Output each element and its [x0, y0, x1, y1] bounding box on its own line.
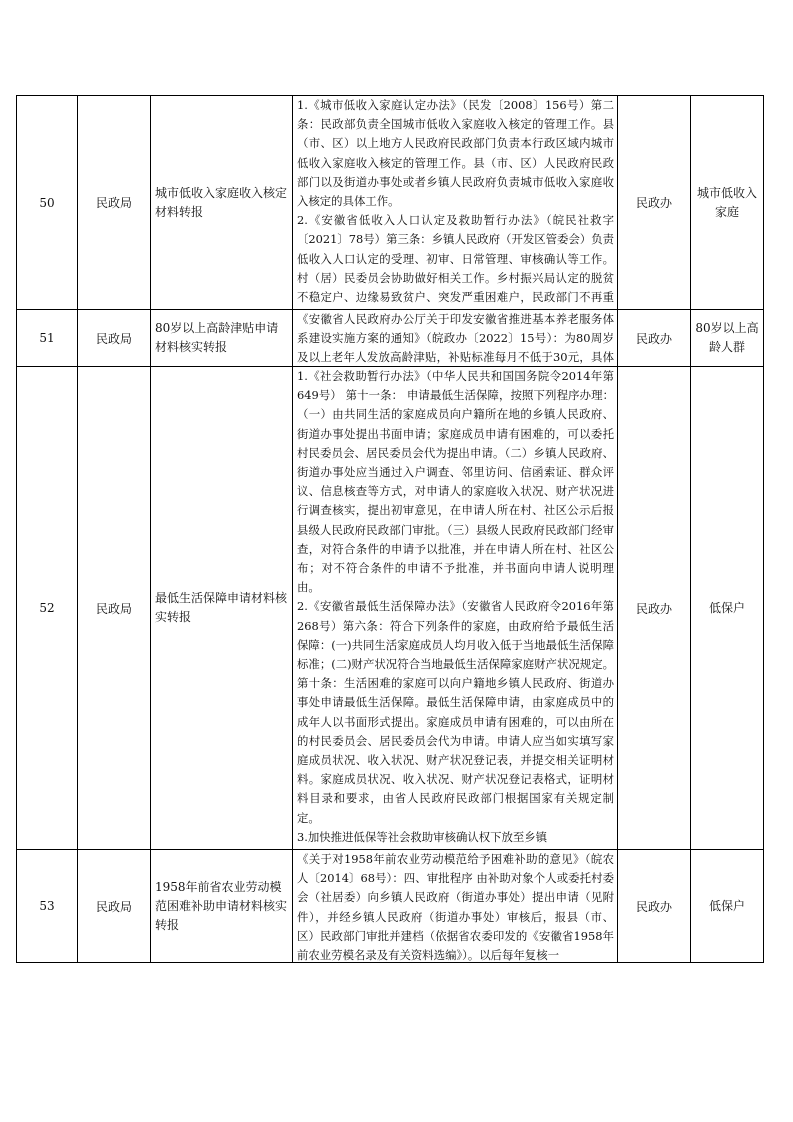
- row-number: 53: [17, 850, 78, 963]
- target-group: 城市低收入家庭: [691, 96, 764, 310]
- table-row: [17, 96, 764, 310]
- row-number: 50: [17, 96, 78, 310]
- responsible-unit: 民政办: [618, 96, 691, 310]
- responsible-unit: 民政办: [618, 367, 691, 850]
- item-name: 最低生活保障申请材料核实转报: [151, 367, 293, 850]
- target-group: 80岁以上高龄人群: [691, 310, 764, 367]
- service-table: [16, 95, 764, 963]
- department: 民政局: [78, 850, 151, 963]
- row-number: 52: [17, 367, 78, 850]
- basis-paragraph: 《关于对1958年前农业劳动模范给予困难补助的意见》（皖农人〔2014〕68号）：四、审批程序 由补助对象个人或委托村委会（社居委）向乡镇人民政府（街道办事处）提出申请（见附件），并经乡镇人民政府（街道办事处）审核后，报县（市、区）民政部门审批并建档（依据省农委印发的《安徽省1958年前农业劳模名录及有关资料选编》）。以后每年复核一: [297, 852, 614, 962]
- table-row: [17, 367, 764, 850]
- target-group: 低保户: [691, 850, 764, 963]
- table-row: [17, 850, 764, 963]
- basis-paragraph: 2.《安徽省最低生活保障办法》（安徽省人民政府令2016年第268号）第六条：符合下列条件的家庭，由政府给予最低生活保障：(一)共同生活家庭成员人均月收入低于当地最低生活保障标准；(二)财产状况符合当地最低生活保障家庭财产状况规定。第十条：生活困难的家庭可以向户籍地乡镇人民政府、街道办事处申请最低生活保障。最低生活保障申请，由家庭成员中的成年人以书面形式提出。家庭成员申请有困难的，可以由所在的村民委员会、居民委员会代为申请。申请人应当如实填写家庭成员状况、收入状况、财产状况登记表，并提交相关证明材料。家庭成员状况、收入状况、财产状况登记表格式，证明材料目录和要求，由省人民政府民政部门根据国家有关规定制定。: [297, 599, 614, 825]
- legal-basis: [293, 310, 618, 367]
- legal-basis: [293, 367, 618, 850]
- basis-paragraph: 1.《城市低收入家庭认定办法》（民发〔2008〕156号）第二条：民政部负责全国城市低收入家庭收入核定的管理工作。县（市、区）以上地方人民政府民政部门负责本行政区域内城市低收入家庭收入核定的管理工作。县（市、区）人民政府民政部门以及街道办事处或者乡镇人民政府负责城市低收入家庭收入核定的具体工作。: [297, 98, 614, 209]
- basis-paragraph: 《安徽省人民政府办公厅关于印发安徽省推进基本养老服务体系建设实施方案的通知》（皖政办〔2022〕15号）：为80周岁及以上老年人发放高龄津贴，补贴标准每月不低于30元，具体: [297, 312, 614, 365]
- responsible-unit: 民政办: [618, 310, 691, 367]
- row-number: 51: [17, 310, 78, 367]
- department: 民政局: [78, 367, 151, 850]
- item-name: 城市低收入家庭收入核定材料转报: [151, 96, 293, 310]
- basis-paragraph: 1.《社会救助暂行办法》（中华人民共和国国务院令2014年第649号） 第十一条： 申请最低生活保障，按照下列程序办理： （一）由共同生活的家庭成员向户籍所在地的乡镇人民政府、街道办事处提出书面申请；家庭成员申请有困难的，可以委托村民委员会、居民委员会代为提出申请。（二）乡镇人民政府、街道办事处应当通过入户调查、邻里访问、信函索证、群众评议、信息核查等方式，对申请人的家庭收入状况、财产状况进行调查核实，提出初审意见，在申请人所在村、社区公示后报县级人民政府民政部门审批。（三）县级人民政府民政部门经审查，对符合条件的申请予以批准，并在申请人所在村、社区公布；对不符合条件的申请不予批准，并书面向申请人说明理由。: [297, 369, 614, 595]
- legal-basis: [293, 850, 618, 963]
- legal-basis: [293, 96, 618, 310]
- item-name: 1958年前省农业劳动模范困难补助申请材料核实转报: [151, 850, 293, 963]
- target-group: 低保户: [691, 367, 764, 850]
- department: 民政局: [78, 310, 151, 367]
- department: 民政局: [78, 96, 151, 310]
- table-row: [17, 310, 764, 367]
- basis-paragraph: 2.《安徽省低收入人口认定及救助暂行办法》（皖民社救字〔2021〕78号）第三条：乡镇人民政府（开发区管委会）负责低收入人口认定的受理、初审、日常管理、审核确认等工作。村（居）民委员会协助做好相关工作。乡村振兴局认定的脱贫不稳定户、边缘易致贫户、突发严重困难户，民政部门不再重: [297, 213, 614, 305]
- basis-paragraph: 3.加快推进低保等社会救助审核确认权下放至乡镇: [297, 829, 548, 844]
- responsible-unit: 民政办: [618, 850, 691, 963]
- item-name: 80岁以上高龄津贴申请材料核实转报: [151, 310, 293, 367]
